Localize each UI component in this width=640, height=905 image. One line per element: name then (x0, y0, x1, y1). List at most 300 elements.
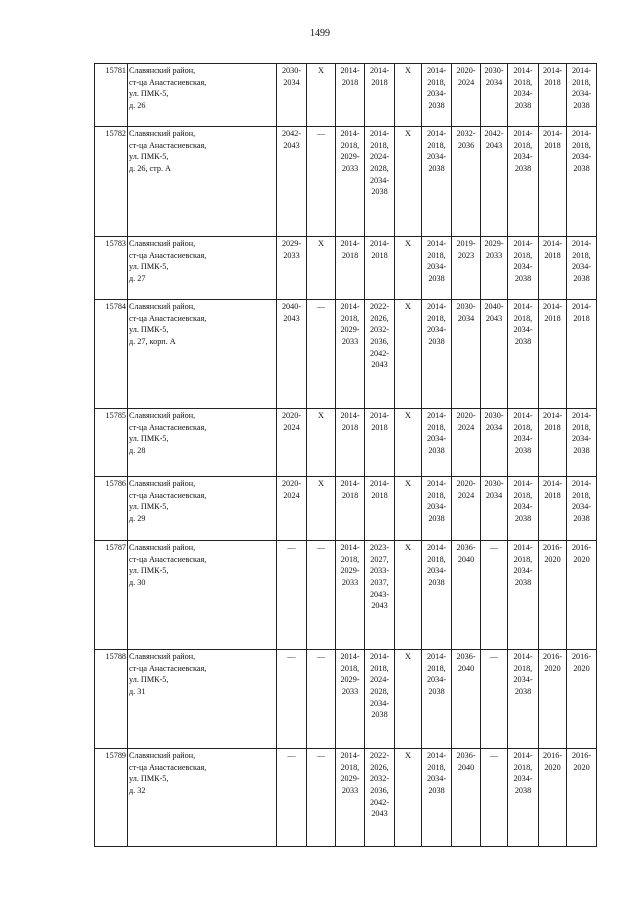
period-value: 2022- (369, 751, 390, 760)
work-period-cell (508, 300, 539, 409)
work-period-cell (365, 749, 395, 847)
record-number: 15783 (95, 237, 128, 300)
work-period-cell (365, 127, 395, 237)
period-value: 2018, (370, 140, 389, 150)
period-value: 2014- (340, 479, 360, 488)
period-value: 2018, (572, 422, 591, 432)
period-value: 2024- (369, 675, 390, 685)
period-value: X (405, 479, 411, 488)
work-period-cell (508, 127, 539, 237)
work-period-cell (307, 541, 336, 650)
work-period-cell (307, 64, 336, 127)
period-value: 2038 (428, 273, 445, 283)
period-value: 2038 (371, 710, 388, 720)
period-value: 2038 (371, 187, 388, 197)
period-value: 2014- (340, 751, 360, 760)
period-value: 2020 (544, 554, 561, 564)
period-value: 2016- (571, 751, 592, 760)
period-value: 2014- (369, 66, 390, 75)
period-value: 2034 (485, 77, 503, 87)
period-value: 2024 (457, 490, 475, 500)
work-period-cell (481, 477, 508, 541)
period-value: 2033 (485, 250, 503, 260)
period-value: 2022- (369, 302, 390, 311)
period-value: — (316, 302, 326, 311)
work-period-cell (422, 541, 452, 650)
period-value: 2018 (341, 77, 359, 87)
address-line: ул. ПМК-5, (129, 566, 169, 576)
address-line: ул. ПМК-5, (129, 774, 169, 784)
period-value: 2018, (513, 140, 533, 150)
period-value: 2020- (456, 479, 476, 488)
work-period-cell (395, 650, 422, 749)
work-period-cell (481, 541, 508, 650)
period-value: 2018, (513, 490, 533, 500)
period-value: 2023- (369, 543, 390, 552)
work-period-cell (452, 477, 481, 541)
work-period-cell (452, 237, 481, 300)
work-period-cell (422, 64, 452, 127)
address-line: д. 26, стр. А (129, 163, 171, 173)
address-line: Славянский район, (129, 479, 196, 488)
period-value: 2038 (514, 100, 532, 110)
period-value: 2018 (544, 490, 561, 500)
period-value: 2018, (513, 313, 533, 323)
period-value: 2030- (281, 66, 302, 75)
period-value: X (318, 239, 324, 248)
work-period-cell (336, 127, 365, 237)
period-value: 2014- (426, 66, 447, 75)
period-value: 2036- (456, 543, 476, 552)
period-value: 2014- (369, 239, 390, 248)
period-value: 2018, (513, 250, 533, 260)
period-value: 2016- (542, 751, 563, 760)
address-line: д. 31 (129, 686, 146, 696)
period-value: 2014- (571, 129, 592, 138)
address-line: Славянский район, (129, 129, 196, 138)
period-value: 2018, (427, 422, 446, 432)
period-value: 2018 (371, 422, 388, 432)
period-value: 2043 (371, 809, 388, 819)
period-value: 2014- (369, 129, 390, 138)
work-period-cell (567, 300, 597, 409)
period-value: 2034 (457, 313, 475, 323)
period-value: 2014- (340, 302, 360, 311)
work-period-cell (365, 300, 395, 409)
work-period-cell (481, 237, 508, 300)
work-period-cell (277, 300, 307, 409)
work-period-cell (452, 749, 481, 847)
work-period-cell (395, 477, 422, 541)
period-value: — (316, 129, 326, 138)
period-value: X (405, 652, 411, 661)
work-period-cell (307, 127, 336, 237)
period-value: X (405, 66, 411, 75)
work-period-cell (539, 650, 567, 749)
period-value: 2014- (513, 751, 533, 760)
period-value: 2030- (484, 411, 504, 420)
period-value: 2034 (485, 490, 503, 500)
work-period-cell (307, 749, 336, 847)
period-value: 2014- (542, 239, 563, 248)
period-value: 2043- (369, 589, 390, 599)
period-value: 2034 (283, 77, 300, 87)
period-value: 2024 (283, 422, 300, 432)
period-value: 2018, (572, 77, 591, 87)
work-period-cell (567, 541, 597, 650)
period-value: 2038 (514, 163, 532, 173)
work-period-cell (277, 541, 307, 650)
work-period-cell (336, 749, 365, 847)
period-value: 2038 (514, 445, 532, 455)
work-period-cell (395, 64, 422, 127)
period-value: 2038 (514, 785, 532, 795)
period-value: 2040- (281, 302, 302, 311)
period-value: 2034- (513, 566, 533, 576)
period-value: 2018, (572, 140, 591, 150)
work-period-cell (277, 237, 307, 300)
work-period-cell (336, 237, 365, 300)
period-value: 2042- (484, 129, 504, 138)
period-value: — (316, 543, 326, 552)
work-period-cell (481, 300, 508, 409)
table-row (95, 477, 597, 541)
period-value: 2018 (544, 250, 561, 260)
address-line: ст-ца Анастасиевская, (129, 140, 207, 150)
period-value: 2043 (283, 140, 300, 150)
period-value: 2014- (513, 66, 533, 75)
address-cell (128, 237, 277, 300)
work-period-cell (395, 541, 422, 650)
period-value: X (405, 411, 411, 420)
work-period-cell (422, 237, 452, 300)
work-period-cell (277, 64, 307, 127)
period-value: 2029- (340, 774, 360, 784)
address-cell (128, 477, 277, 541)
work-period-cell (422, 127, 452, 237)
period-value: 2020- (456, 411, 476, 420)
work-period-cell (307, 237, 336, 300)
table-row (95, 237, 597, 300)
period-value: 2033 (341, 163, 359, 173)
table-row (95, 541, 597, 650)
work-period-cell (508, 237, 539, 300)
work-period-cell (508, 64, 539, 127)
record-number: 15788 (95, 650, 128, 749)
period-value: 2034- (571, 502, 592, 512)
period-value: 2018, (427, 250, 446, 260)
period-value: X (405, 302, 411, 311)
period-value: 2038 (573, 100, 590, 110)
period-value: 2034- (426, 325, 447, 335)
period-value: 2033 (341, 336, 359, 346)
period-value: X (318, 411, 324, 420)
period-value: 2027, (370, 554, 389, 564)
work-period-cell (307, 477, 336, 541)
work-period-cell (539, 749, 567, 847)
period-value: 2018, (427, 762, 446, 772)
period-value: 2038 (428, 336, 445, 346)
record-number: 15784 (95, 300, 128, 409)
work-period-cell (336, 300, 365, 409)
period-value: 2034- (426, 89, 447, 99)
address-cell (128, 300, 277, 409)
table-row (95, 300, 597, 409)
period-value: 2040- (484, 302, 504, 311)
period-value: 2029- (340, 675, 360, 685)
period-value: — (287, 751, 296, 760)
period-value: 2018 (544, 422, 561, 432)
period-value: 2032- (456, 129, 476, 138)
period-value: 2018, (427, 663, 446, 673)
period-value: 2018, (572, 250, 591, 260)
period-value: 2014- (513, 302, 533, 311)
period-value: X (405, 239, 411, 248)
period-value: 2034- (426, 502, 447, 512)
period-value: 2028, (370, 686, 389, 696)
period-value: 2030- (484, 479, 504, 488)
period-value: 2034- (426, 434, 447, 444)
period-value: 2034- (513, 325, 533, 335)
period-value: 2038 (514, 336, 532, 346)
work-period-cell (567, 237, 597, 300)
work-period-cell (277, 477, 307, 541)
work-period-cell (539, 127, 567, 237)
period-value: 2014- (571, 66, 592, 75)
period-value: 2019- (456, 239, 476, 248)
period-value: 2018, (513, 554, 533, 564)
work-period-cell (365, 477, 395, 541)
period-value: 2032- (369, 325, 390, 335)
period-value: 2018 (544, 140, 561, 150)
period-value: 2034- (426, 774, 447, 784)
period-value: X (318, 66, 324, 75)
work-period-cell (539, 300, 567, 409)
period-value: 2034- (513, 675, 533, 685)
address-cell (128, 541, 277, 650)
period-value: 2033- (369, 566, 390, 576)
work-period-cell (336, 650, 365, 749)
address-line: ст-ца Анастасиевская, (129, 250, 207, 260)
period-value: 2034- (513, 774, 533, 784)
period-value: — (316, 652, 326, 661)
period-value: 2020 (544, 762, 561, 772)
period-value: 2029- (340, 325, 360, 335)
address-line: Славянский район, (129, 652, 196, 661)
period-value: 2024 (457, 422, 475, 432)
work-period-cell (395, 237, 422, 300)
record-number: 15787 (95, 541, 128, 650)
period-value: 2018, (340, 663, 360, 673)
address-line: д. 28 (129, 445, 146, 455)
address-line: ст-ца Анастасиевская, (129, 663, 207, 673)
period-value: 2020 (573, 762, 590, 772)
period-value: 2014- (369, 652, 390, 661)
period-value: 2038 (428, 100, 445, 110)
period-value: X (405, 129, 411, 138)
period-value: 2043 (371, 360, 388, 370)
period-value: 2018, (340, 762, 360, 772)
work-period-cell (277, 127, 307, 237)
period-value: 2018, (370, 663, 389, 673)
period-value: 2014- (513, 239, 533, 248)
table-row (95, 409, 597, 477)
period-value: 2034- (426, 262, 447, 272)
period-value: 2018 (573, 313, 590, 323)
period-value: 2020 (573, 554, 590, 564)
address-cell (128, 127, 277, 237)
period-value: 2014- (369, 411, 390, 420)
table-row (95, 650, 597, 749)
address-cell (128, 749, 277, 847)
period-value: 2034- (369, 698, 390, 708)
record-number: 15785 (95, 409, 128, 477)
work-period-cell (307, 300, 336, 409)
address-line: ул. ПМК-5, (129, 89, 169, 99)
period-value: 2018, (340, 140, 360, 150)
period-value: 2014- (542, 411, 563, 420)
table-row (95, 749, 597, 847)
address-line: ул. ПМК-5, (129, 325, 169, 335)
work-period-cell (539, 409, 567, 477)
address-line: д. 30 (129, 577, 146, 587)
work-period-cell (508, 541, 539, 650)
address-line: ст-ца Анастасиевская, (129, 762, 207, 772)
period-value: 2014- (542, 479, 563, 488)
address-line: Славянский район, (129, 66, 196, 75)
address-line: ст-ца Анастасиевская, (129, 313, 207, 323)
period-value: 2034- (369, 175, 390, 185)
period-value: 2018, (340, 313, 360, 323)
period-value: — (489, 652, 499, 661)
address-line: ул. ПМК-5, (129, 262, 169, 272)
period-value: 2042- (369, 797, 390, 807)
work-period-cell (395, 409, 422, 477)
period-value: 2018, (513, 422, 533, 432)
work-period-cell (365, 409, 395, 477)
period-value: 2023 (457, 250, 475, 260)
address-cell (128, 64, 277, 127)
work-period-cell (539, 237, 567, 300)
work-period-cell (481, 650, 508, 749)
period-value: 2014- (369, 479, 390, 488)
period-value: 2042- (281, 129, 302, 138)
period-value: 2018 (341, 422, 359, 432)
address-line: ст-ца Анастасиевская, (129, 77, 207, 87)
period-value: 2026, (370, 762, 389, 772)
work-period-cell (508, 409, 539, 477)
period-value: 2032- (369, 774, 390, 784)
table-row (95, 127, 597, 237)
address-line: ст-ца Анастасиевская, (129, 490, 207, 500)
period-value: 2016- (571, 543, 592, 552)
period-value: 2034- (513, 152, 533, 162)
period-value: 2014- (513, 129, 533, 138)
address-line: д. 26 (129, 100, 146, 110)
work-period-cell (395, 300, 422, 409)
work-period-cell (422, 300, 452, 409)
period-value: 2029- (484, 239, 504, 248)
period-value: 2018, (513, 77, 533, 87)
period-value: 2029- (340, 152, 360, 162)
period-value: 2014- (571, 479, 592, 488)
period-value: X (318, 479, 324, 488)
work-period-cell (452, 127, 481, 237)
period-value: 2038 (514, 273, 532, 283)
period-value: 2038 (514, 513, 532, 523)
address-line: д. 27, корп. А (129, 336, 176, 346)
record-number: 15782 (95, 127, 128, 237)
work-period-cell (452, 300, 481, 409)
address-line: ст-ца Анастасиевская, (129, 554, 207, 564)
period-value: 2034- (571, 152, 592, 162)
period-value: 2014- (571, 239, 592, 248)
work-period-cell (422, 749, 452, 847)
period-value: X (405, 751, 411, 760)
address-line: д. 32 (129, 785, 146, 795)
work-period-cell (336, 477, 365, 541)
period-value: 2033 (341, 785, 359, 795)
work-period-cell (481, 409, 508, 477)
period-value: 2036, (370, 785, 389, 795)
work-period-cell (567, 409, 597, 477)
work-period-cell (336, 409, 365, 477)
address-line: д. 29 (129, 513, 146, 523)
period-value: 2038 (573, 445, 590, 455)
period-value: 2018 (341, 250, 359, 260)
period-value: — (287, 543, 296, 552)
period-value: 2018, (427, 77, 446, 87)
work-period-cell (567, 127, 597, 237)
period-value: 2036- (456, 652, 476, 661)
period-value: 2038 (573, 163, 590, 173)
period-value: 2034- (426, 566, 447, 576)
period-value: 2034- (513, 502, 533, 512)
period-value: 2037, (370, 577, 389, 587)
period-value: 2033 (341, 577, 359, 587)
period-value: 2036, (370, 336, 389, 346)
work-period-cell (508, 749, 539, 847)
period-value: 2016- (542, 652, 563, 661)
period-value: 2038 (573, 273, 590, 283)
period-value: 2020- (456, 66, 476, 75)
period-value: 2014- (426, 411, 447, 420)
period-value: 2038 (428, 686, 445, 696)
period-value: X (405, 543, 411, 552)
period-value: 2018, (427, 554, 446, 564)
period-value: 2029- (340, 566, 360, 576)
work-period-cell (508, 477, 539, 541)
address-line: ул. ПМК-5, (129, 675, 169, 685)
period-value: 2034- (513, 262, 533, 272)
work-period-cell (567, 650, 597, 749)
period-value: 2038 (428, 163, 445, 173)
period-value: 2038 (428, 445, 445, 455)
table-row (95, 64, 597, 127)
address-line: Славянский район, (129, 302, 196, 311)
period-value: 2033 (341, 686, 359, 696)
work-period-cell (365, 650, 395, 749)
period-value: 2020- (281, 479, 302, 488)
record-number: 15789 (95, 749, 128, 847)
period-value: 2034- (426, 152, 447, 162)
period-value: 2024 (457, 77, 475, 87)
work-period-cell (452, 409, 481, 477)
work-period-cell (567, 749, 597, 847)
period-value: 2033 (283, 250, 300, 260)
period-value: 2014- (542, 302, 563, 311)
period-value: 2036 (457, 140, 475, 150)
